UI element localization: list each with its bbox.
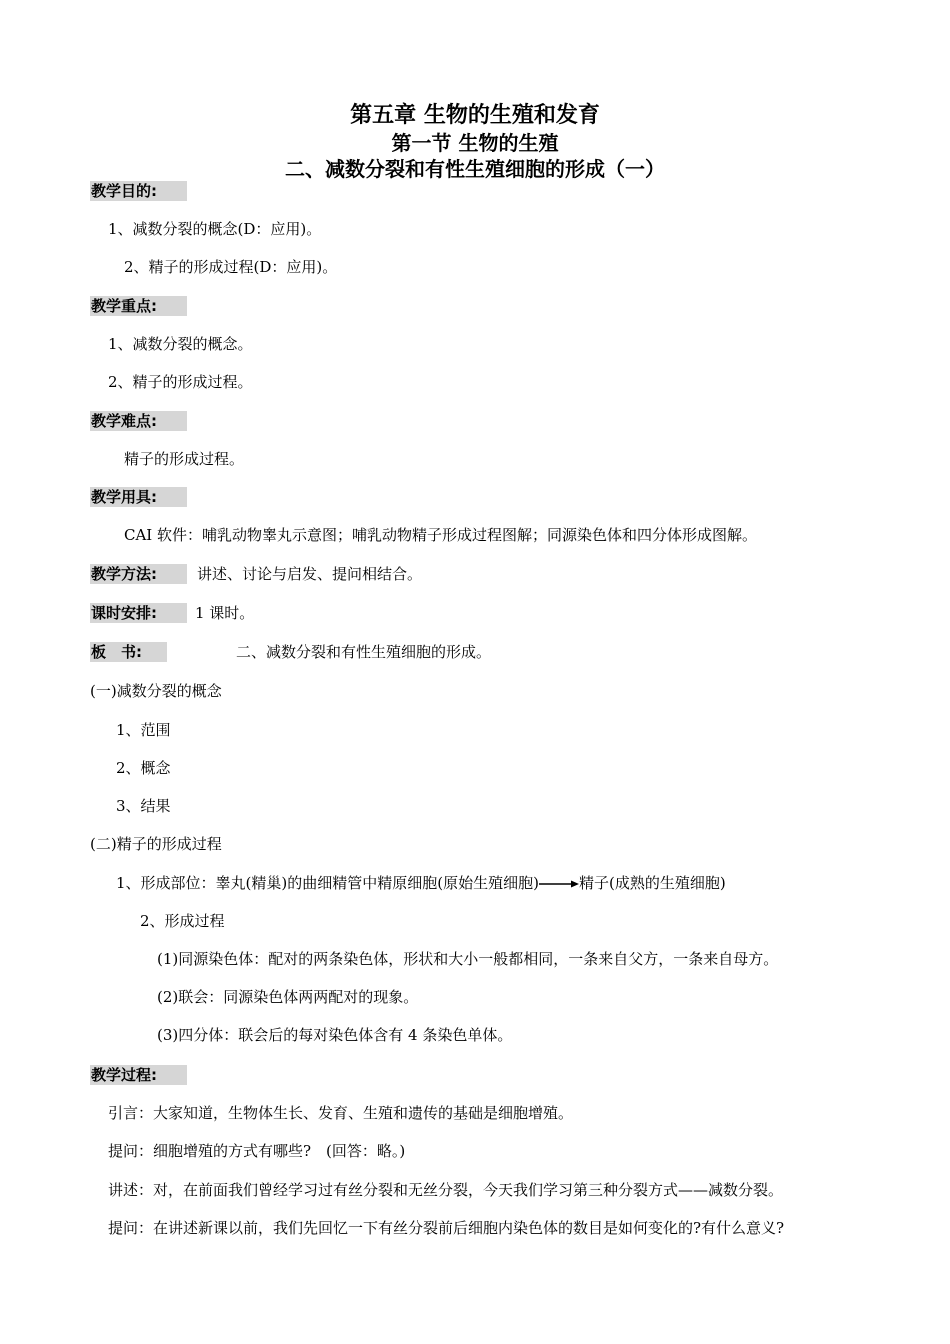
process-item: (1)同源染色体：配对的两条染色体，形状和大小一般都相同，一条来自父方，一条来自母方。	[157, 950, 779, 968]
arrow-right-icon	[539, 879, 579, 889]
board-title: 二、减数分裂和有性生殖细胞的形成。	[236, 643, 492, 661]
procedure-line: 提问：在讲述新课以前，我们先回忆一下有丝分裂前后细胞内染色体的数目是如何变化的?有什么意义?	[108, 1219, 785, 1237]
procedure-line: 引言：大家知道，生物体生长、发育、生殖和遗传的基础是细胞增殖。	[108, 1104, 574, 1122]
board-process: 2、形成过程	[140, 912, 225, 930]
process-item: (2)联会：同源染色体两两配对的现象。	[157, 988, 419, 1006]
formation-site-line	[116, 873, 726, 893]
objective-item: 2、精子的形成过程(D：应用)。	[124, 258, 338, 276]
key-point-item: 1、减数分裂的概念。	[108, 335, 253, 353]
tools-heading: 教学用具:	[90, 487, 187, 507]
procedure-line: 提问：细胞增殖的方式有哪些? (回答：略。)	[108, 1142, 406, 1160]
board-part2: (二)精子的形成过程	[90, 835, 222, 853]
formation-site-after: 精子(成熟的生殖细胞)	[578, 874, 726, 892]
board-part1-item: 2、概念	[116, 759, 171, 777]
methods-text: 讲述、讨论与启发、提问相结合。	[197, 565, 423, 583]
objective-item: 1、减数分裂的概念(D：应用)。	[108, 220, 322, 238]
chapter-title: 第五章 生物的生殖和发育	[350, 103, 600, 128]
difficulties-heading: 教学难点:	[90, 411, 187, 431]
key-points-heading: 教学重点:	[90, 296, 187, 316]
procedure-heading: 教学过程:	[90, 1065, 187, 1085]
tools-text: CAI 软件：哺乳动物睾丸示意图；哺乳动物精子形成过程图解；同源染色体和四分体形成图解。	[124, 526, 758, 544]
schedule-text: 1 课时。	[195, 604, 255, 622]
board-part1: (一)减数分裂的概念	[90, 682, 222, 700]
board-part1-item: 1、范围	[116, 721, 171, 739]
section-title: 第一节 生物的生殖	[391, 131, 559, 155]
board-part1-item: 3、结果	[116, 797, 171, 815]
lesson-title: 二、减数分裂和有性生殖细胞的形成（一）	[285, 157, 665, 181]
process-item: (3)四分体：联会后的每对染色体含有 4 条染色单体。	[157, 1026, 513, 1044]
methods-heading: 教学方法:	[90, 564, 187, 584]
objectives-heading: 教学目的:	[90, 181, 187, 201]
formation-site-before: 1、形成部位：睾丸(精巢)的曲细精管中精原细胞(原始生殖细胞)	[116, 874, 539, 892]
board-heading: 板 书:	[90, 642, 167, 662]
key-point-item: 2、精子的形成过程。	[108, 373, 253, 391]
procedure-line: 讲述：对，在前面我们曾经学习过有丝分裂和无丝分裂，今天我们学习第三种分裂方式——减数分裂。	[108, 1181, 784, 1199]
schedule-heading: 课时安排:	[90, 603, 187, 623]
difficulties-text: 精子的形成过程。	[124, 450, 245, 468]
